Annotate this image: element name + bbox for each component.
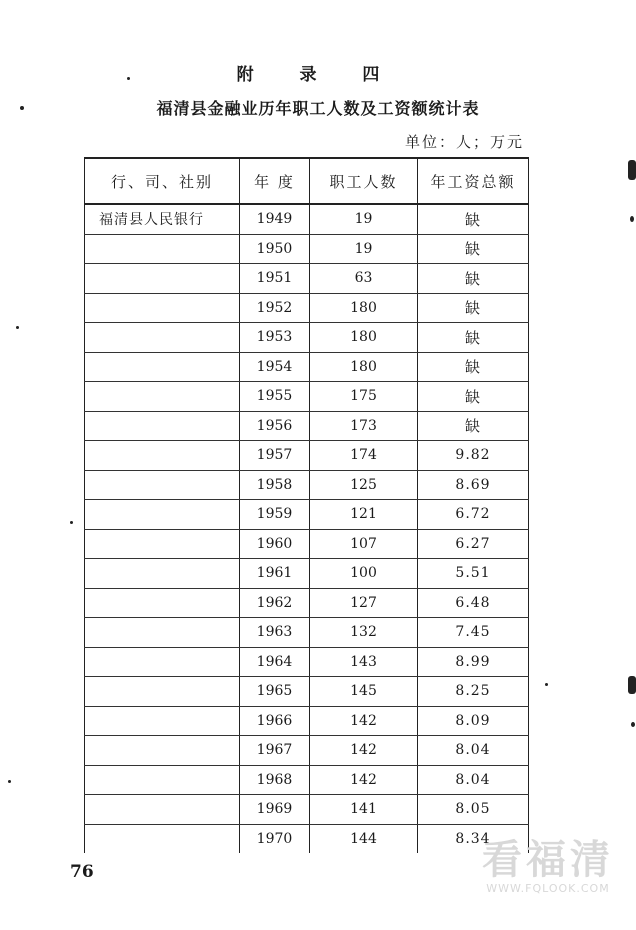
appendix-title: 附 录 四 [236, 65, 400, 85]
scan-speck [127, 77, 130, 80]
watermark-url: WWW.FQLOOK.COM [486, 882, 610, 895]
cell-year: 1962 [240, 588, 310, 618]
cell-staff: 121 [310, 500, 418, 530]
cell-wage: 8.25 [418, 677, 529, 707]
cell-wage: 缺 [418, 352, 529, 382]
cell-year: 1950 [240, 234, 310, 264]
cell-year: 1956 [240, 411, 310, 441]
cell-staff: 100 [310, 559, 418, 589]
cell-staff: 19 [310, 204, 418, 234]
cell-year: 1953 [240, 323, 310, 353]
cell-wage: 缺 [418, 411, 529, 441]
cell-wage: 缺 [418, 323, 529, 353]
cell-wage: 8.05 [418, 795, 529, 825]
cell-staff: 180 [310, 293, 418, 323]
table-row [85, 470, 529, 500]
page-number: 76 [70, 862, 94, 882]
cell-wage: 8.34 [418, 824, 529, 853]
table-row [85, 441, 529, 471]
cell-year: 1968 [240, 765, 310, 795]
scan-speck [630, 216, 634, 222]
cell-bank [85, 441, 240, 471]
cell-wage: 8.09 [418, 706, 529, 736]
cell-year: 1959 [240, 500, 310, 530]
cell-year: 1969 [240, 795, 310, 825]
cell-bank [85, 234, 240, 264]
scan-speck [16, 326, 19, 329]
cell-bank [85, 500, 240, 530]
cell-wage: 6.72 [418, 500, 529, 530]
cell-staff: 174 [310, 441, 418, 471]
cell-year: 1955 [240, 382, 310, 412]
cell-wage: 6.27 [418, 529, 529, 559]
cell-wage: 缺 [418, 382, 529, 412]
cell-staff: 132 [310, 618, 418, 648]
header-year: 年 度 [240, 158, 310, 204]
cell-staff: 125 [310, 470, 418, 500]
watermark [482, 838, 614, 895]
cell-year: 1966 [240, 706, 310, 736]
header-bank: 行、司、社别 [85, 158, 240, 204]
cell-staff: 142 [310, 765, 418, 795]
scan-speck [8, 780, 11, 783]
cell-wage: 缺 [418, 264, 529, 294]
cell-bank [85, 411, 240, 441]
table-row [85, 618, 529, 648]
table-row [85, 795, 529, 825]
table-row [85, 411, 529, 441]
watermark-logo-text: 看福清 [482, 837, 614, 883]
table-row [85, 293, 529, 323]
unit-note: 单位：人；万元 [404, 133, 524, 151]
cell-staff: 180 [310, 323, 418, 353]
cell-staff: 141 [310, 795, 418, 825]
table-row [85, 765, 529, 795]
cell-wage: 8.69 [418, 470, 529, 500]
scan-speck [628, 160, 636, 180]
statistics-table [84, 157, 528, 853]
cell-year: 1952 [240, 293, 310, 323]
cell-staff: 173 [310, 411, 418, 441]
table-row [85, 706, 529, 736]
table-row [85, 736, 529, 766]
cell-year: 1951 [240, 264, 310, 294]
table-header-row [85, 158, 529, 204]
cell-bank [85, 352, 240, 382]
header-staff: 职工人数 [310, 158, 418, 204]
cell-bank [85, 765, 240, 795]
table-row [85, 588, 529, 618]
cell-bank [85, 382, 240, 412]
cell-year: 1970 [240, 824, 310, 853]
table-row [85, 559, 529, 589]
cell-year: 1961 [240, 559, 310, 589]
cell-staff: 175 [310, 382, 418, 412]
table-row [85, 500, 529, 530]
table-row [85, 234, 529, 264]
cell-bank [85, 323, 240, 353]
cell-wage: 缺 [418, 234, 529, 264]
cell-bank [85, 647, 240, 677]
cell-year: 1954 [240, 352, 310, 382]
cell-staff: 63 [310, 264, 418, 294]
cell-wage: 8.99 [418, 647, 529, 677]
cell-bank [85, 824, 240, 853]
cell-wage: 5.51 [418, 559, 529, 589]
cell-year: 1964 [240, 647, 310, 677]
table-row [85, 647, 529, 677]
cell-staff: 142 [310, 706, 418, 736]
cell-staff: 127 [310, 588, 418, 618]
cell-year: 1965 [240, 677, 310, 707]
cell-bank [85, 529, 240, 559]
cell-bank [85, 470, 240, 500]
cell-bank [85, 559, 240, 589]
cell-year: 1957 [240, 441, 310, 471]
cell-bank [85, 677, 240, 707]
cell-bank [85, 706, 240, 736]
cell-staff: 143 [310, 647, 418, 677]
scan-speck [20, 106, 24, 110]
cell-staff: 107 [310, 529, 418, 559]
cell-wage: 7.45 [418, 618, 529, 648]
cell-wage: 8.04 [418, 736, 529, 766]
cell-bank [85, 264, 240, 294]
scan-speck [628, 676, 636, 694]
cell-wage: 9.82 [418, 441, 529, 471]
cell-bank [85, 736, 240, 766]
cell-year: 1949 [240, 204, 310, 234]
table-row [85, 382, 529, 412]
table-row [85, 204, 529, 234]
table-title: 福清县金融业历年职工人数及工资额统计表 [156, 99, 480, 118]
table-row [85, 352, 529, 382]
cell-bank: 福清县人民银行 [85, 204, 240, 234]
cell-staff: 180 [310, 352, 418, 382]
cell-year: 1963 [240, 618, 310, 648]
table-row [85, 677, 529, 707]
cell-bank [85, 588, 240, 618]
table-row [85, 323, 529, 353]
cell-staff: 145 [310, 677, 418, 707]
cell-year: 1960 [240, 529, 310, 559]
table-row [85, 529, 529, 559]
cell-year: 1967 [240, 736, 310, 766]
cell-wage: 缺 [418, 204, 529, 234]
cell-year: 1958 [240, 470, 310, 500]
header-wage: 年工资总额 [418, 158, 529, 204]
cell-bank [85, 618, 240, 648]
table-row [85, 824, 529, 853]
cell-staff: 142 [310, 736, 418, 766]
cell-bank [85, 293, 240, 323]
cell-wage: 6.48 [418, 588, 529, 618]
cell-bank [85, 795, 240, 825]
table-row [85, 264, 529, 294]
cell-staff: 19 [310, 234, 418, 264]
cell-wage: 缺 [418, 293, 529, 323]
cell-staff: 144 [310, 824, 418, 853]
scan-speck [545, 683, 548, 686]
cell-wage: 8.04 [418, 765, 529, 795]
scan-speck [70, 521, 73, 524]
table-body [85, 204, 529, 853]
scan-speck [631, 722, 635, 727]
